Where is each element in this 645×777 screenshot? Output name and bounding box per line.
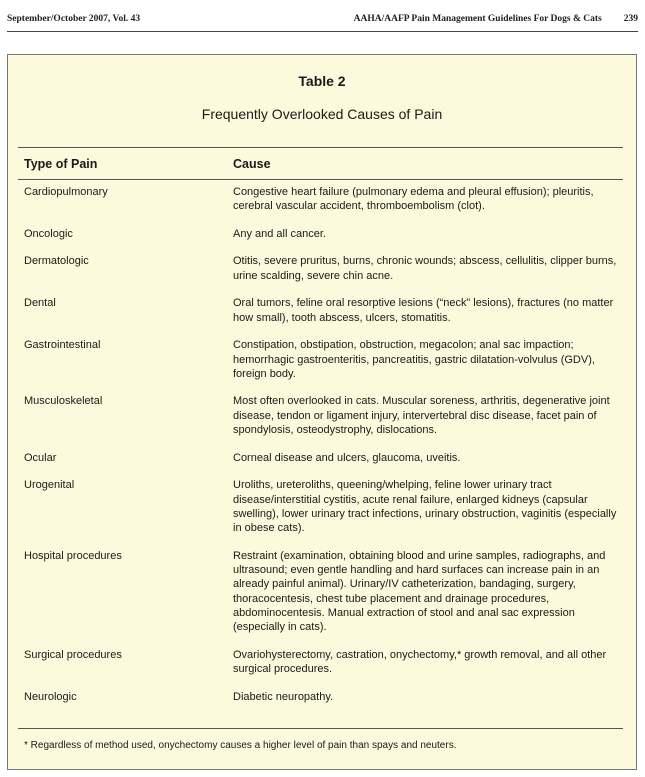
table-row [24, 185, 620, 214]
pain-type-cell: Oncologic [24, 227, 73, 240]
cause-cell: Diabetic neuropathy. [233, 690, 334, 703]
journal-issue: September/October 2007, Vol. 43 [7, 14, 141, 24]
table-box [7, 54, 637, 770]
pain-type-cell: Ocular [24, 451, 57, 464]
pain-type-cell: Dermatologic [24, 255, 89, 268]
table-row [24, 296, 620, 325]
table-footnote: * Regardless of method used, onychectomy causes a higher level of pain than spays and neuters. [24, 740, 457, 751]
article-title-header [354, 14, 638, 24]
table-row [24, 254, 620, 283]
table-row [24, 227, 620, 241]
article-title: AAHA/AAFP Pain Management Guidelines For Dogs & Cats [353, 14, 602, 24]
pain-type-cell: Cardiopulmonary [24, 186, 108, 198]
cause-cell: Uroliths, ureteroliths, queening/whelping, feline lower urinary tract disease/interstitial cystitis, acute renal failure, enlarged kidneys (capsular swelling), lower urinary tract infections, urinary obstruction, vaginitis (especially in obese cats). [233, 479, 617, 535]
cause-cell: Otitis, severe pruritus, burns, chronic wounds; abscess, cellulitis, clipper burns, urine scalding, severe chin acne. [233, 255, 617, 282]
cause-cell: Constipation, obstipation, obstruction, megacolon; anal sac impaction; hemorrhagic gastroenteritis, pancreatitis, gastric dilatation-volvulus (GDV), foreign body. [233, 339, 595, 380]
header-rule [18, 179, 623, 180]
pain-type-cell: Dental [24, 297, 56, 310]
table-row [24, 478, 620, 535]
cause-cell: Restraint (examination, obtaining blood and urine samples, radiographs, and ultrasound; even gentle handling and hard surfaces can increase pain in an already painful animal). Urinary/IV catheterization, bandaging, surgery, thoracocentesis, chest tube placement and drainage procedures, abdominocentesis. Manual extraction of stool and anal sac expression (especially in cats). [233, 549, 606, 634]
cause-cell: Oral tumors, feline oral resorptive lesions (“neck” lesions), fractures (no matter how small), tooth abscess, ulcers, stomatitis. [233, 297, 614, 324]
running-header [7, 14, 638, 30]
pain-type-cell: Neurologic [24, 690, 77, 703]
cause-cell: Any and all cancer. [233, 227, 326, 240]
pain-type-cell: Musculoskeletal [24, 395, 103, 408]
pain-type-cell: Hospital procedures [24, 549, 122, 562]
table-row [24, 648, 620, 677]
table-top-rule [18, 147, 623, 148]
cause-cell: Most often overlooked in cats. Muscular soreness, arthritis, degenerative joint disease, tendon or ligament injury, intervertebral disc disease, facet pain of spondylosis, osteodystrophy, dislocations. [233, 395, 610, 437]
pain-type-cell: Urogenital [24, 479, 75, 492]
table-body [24, 185, 620, 717]
table-title: Frequently Overlooked Causes of Pain [201, 106, 443, 122]
table-bottom-rule [18, 728, 623, 729]
table-number: Table 2 [298, 73, 346, 89]
table-row [24, 451, 620, 465]
cause-cell: Ovariohysterectomy, castration, onychectomy,* growth removal, and all other surgical procedures. [233, 648, 607, 676]
column-header-cause: Cause [233, 157, 271, 171]
pain-type-cell: Gastrointestinal [24, 339, 101, 352]
page-number: 239 [623, 14, 638, 24]
cause-cell: Congestive heart failure (pulmonary edema and pleural effusion); pleuritis, cerebral vascular accident, thromboembolism (clot). [233, 186, 594, 213]
pain-type-cell: Surgical procedures [24, 648, 122, 661]
column-header-type: Type of Pain [24, 157, 98, 171]
table-row [24, 690, 620, 704]
header-divider [7, 31, 638, 32]
table-row [24, 394, 620, 437]
table-row [24, 549, 620, 635]
table-row [24, 338, 620, 381]
cause-cell: Corneal disease and ulcers, glaucoma, uveitis. [233, 451, 461, 464]
